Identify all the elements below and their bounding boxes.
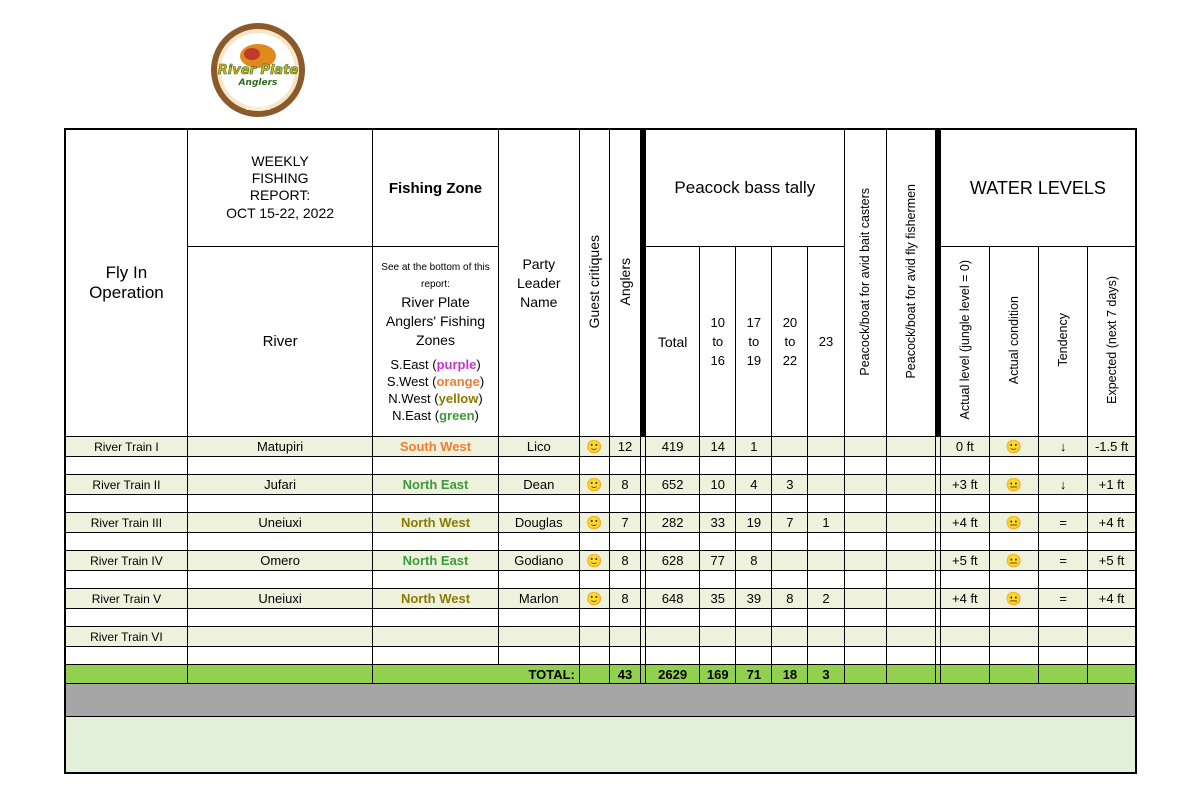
spacer-cell — [772, 533, 808, 551]
spacer-cell — [65, 571, 187, 589]
tendency-cell: = — [1039, 513, 1088, 533]
river-cell: Omero — [187, 551, 373, 571]
spacer-cell — [844, 609, 886, 627]
total-cell — [989, 665, 1038, 684]
spacer-cell — [940, 647, 989, 665]
spacer-cell — [1039, 495, 1088, 513]
table-row — [65, 513, 1136, 533]
spacer-cell — [187, 609, 373, 627]
table-row — [65, 551, 1136, 571]
spacer-cell — [700, 457, 736, 475]
tally-r3-cell — [772, 437, 808, 457]
spacer-cell — [65, 609, 187, 627]
tally-r4-cell — [808, 627, 844, 647]
spacer-cell — [808, 495, 844, 513]
spacer-cell — [736, 609, 772, 627]
zone-cell: South West — [373, 437, 498, 457]
fly-in-operation-cell: River Train I — [65, 437, 187, 457]
report-title-cell: WEEKLY FISHING REPORT: OCT 15-22, 2022 — [187, 129, 373, 247]
spacer-cell — [1039, 457, 1088, 475]
fly-in-operation-header: Fly In Operation — [65, 129, 187, 437]
critique-cell: 🙂 — [579, 437, 609, 457]
total-anglers: 43 — [609, 665, 640, 684]
grey-bar — [65, 684, 1136, 717]
party-leader-cell: Godiano — [498, 551, 579, 571]
spacer-cell — [1039, 533, 1088, 551]
spacer-cell — [373, 609, 498, 627]
spacer-cell — [844, 495, 886, 513]
condition-cell: 😐 — [989, 475, 1038, 495]
total-cell — [886, 665, 935, 684]
spacer-cell — [579, 495, 609, 513]
tally-r3-cell — [772, 551, 808, 571]
spacer-cell — [1088, 495, 1136, 513]
tally-total-cell — [646, 627, 700, 647]
water-levels-header: WATER LEVELS — [940, 129, 1136, 247]
tally-r1-cell: 77 — [700, 551, 736, 571]
bait-cell — [844, 437, 886, 457]
spacer-cell — [886, 533, 935, 551]
spacer-cell — [700, 533, 736, 551]
spacer-row — [65, 495, 1136, 513]
tally-total-cell: 419 — [646, 437, 700, 457]
spacer-cell — [989, 495, 1038, 513]
fly-cell — [886, 551, 935, 571]
party-leader-header: Party Leader Name — [498, 129, 579, 437]
total-cell — [1039, 665, 1088, 684]
spacer-cell — [736, 533, 772, 551]
tally-r3-cell: 3 — [772, 475, 808, 495]
weekly-fishing-report-table — [64, 128, 1137, 774]
anglers-cell: 8 — [609, 475, 640, 495]
spacer-cell — [940, 457, 989, 475]
tally-r3-cell: 8 — [772, 589, 808, 609]
tally-r1-cell: 35 — [700, 589, 736, 609]
fly-in-operation-cell: River Train III — [65, 513, 187, 533]
tally-r4-cell — [808, 475, 844, 495]
svg-text:Since 1992: Since 1992 — [245, 107, 271, 112]
river-plate-anglers-logo — [210, 22, 306, 118]
spacer-cell — [772, 647, 808, 665]
actual-level-cell: +4 ft — [940, 589, 989, 609]
fly-in-operation-cell: River Train VI — [65, 627, 187, 647]
spacer-cell — [989, 457, 1038, 475]
spacer-cell — [1088, 647, 1136, 665]
bait-cell — [844, 513, 886, 533]
expected-cell: +5 ft — [1088, 551, 1136, 571]
total-r2: 71 — [736, 665, 772, 684]
table-row — [65, 589, 1136, 609]
spacer-cell — [187, 571, 373, 589]
total-cell — [940, 665, 989, 684]
spacer-cell — [808, 571, 844, 589]
spacer-cell — [609, 609, 640, 627]
spacer-cell — [1088, 609, 1136, 627]
spacer-cell — [989, 647, 1038, 665]
tendency-header: Tendency — [1039, 247, 1088, 437]
spacer-cell — [579, 647, 609, 665]
spacer-cell — [579, 533, 609, 551]
spacer-cell — [700, 647, 736, 665]
spacer-cell — [65, 647, 187, 665]
tally-range-10-16: 10 to 16 — [700, 247, 736, 437]
bait-cell — [844, 589, 886, 609]
spacer-cell — [844, 457, 886, 475]
spacer-cell — [373, 647, 498, 665]
tally-range-17-19: 17 to 19 — [736, 247, 772, 437]
spacer-cell — [498, 533, 579, 551]
condition-cell — [989, 627, 1038, 647]
spacer-cell — [940, 609, 989, 627]
grey-bar-cell — [65, 684, 1136, 717]
expected-cell: +1 ft — [1088, 475, 1136, 495]
tally-total-cell: 652 — [646, 475, 700, 495]
tally-r1-cell: 33 — [700, 513, 736, 533]
total-label: TOTAL: — [373, 665, 580, 684]
spacer-cell — [1039, 571, 1088, 589]
tally-r4-cell — [808, 437, 844, 457]
total-cell — [187, 665, 373, 684]
svg-text:River Plate: River Plate — [217, 63, 299, 78]
zone-cell: North East — [373, 551, 498, 571]
actual-level-cell: +3 ft — [940, 475, 989, 495]
spacer-cell — [736, 457, 772, 475]
spacer-cell — [940, 533, 989, 551]
tally-r1-cell — [700, 627, 736, 647]
tally-range-20-22: 20 to 22 — [772, 247, 808, 437]
spacer-row — [65, 571, 1136, 589]
spacer-cell — [808, 533, 844, 551]
spacer-cell — [373, 457, 498, 475]
tally-r2-cell: 4 — [736, 475, 772, 495]
party-leader-cell: Dean — [498, 475, 579, 495]
condition-cell: 😐 — [989, 551, 1038, 571]
fishing-zone-header: Fishing Zone — [373, 129, 498, 247]
tendency-cell: = — [1039, 551, 1088, 571]
anglers-header: Anglers — [609, 129, 640, 437]
fly-in-operation-cell: River Train V — [65, 589, 187, 609]
tally-r2-cell: 8 — [736, 551, 772, 571]
peacock-bass-tally-header: Peacock bass tally — [646, 129, 845, 247]
spacer-cell — [1088, 533, 1136, 551]
spacer-cell — [646, 457, 700, 475]
zone-cell: North East — [373, 475, 498, 495]
spacer-cell — [844, 533, 886, 551]
fly-in-operation-cell: River Train II — [65, 475, 187, 495]
table-row — [65, 475, 1136, 495]
spacer-cell — [844, 647, 886, 665]
river-cell — [187, 627, 373, 647]
anglers-cell: 8 — [609, 589, 640, 609]
fly-cell — [886, 475, 935, 495]
spacer-cell — [579, 571, 609, 589]
spacer-cell — [609, 571, 640, 589]
spacer-cell — [808, 609, 844, 627]
fly-in-operation-cell: River Train IV — [65, 551, 187, 571]
critique-cell: 🙂 — [579, 589, 609, 609]
condition-cell: 😐 — [989, 589, 1038, 609]
spacer-cell — [772, 495, 808, 513]
spacer-cell — [579, 457, 609, 475]
total-r1: 169 — [700, 665, 736, 684]
total-tally: 2629 — [646, 665, 700, 684]
spacer-cell — [373, 495, 498, 513]
total-r3: 18 — [772, 665, 808, 684]
tally-range-23: 23 — [808, 247, 844, 437]
bait-casters-header: Peacock/boat for avid bait casters — [844, 129, 886, 437]
spacer-cell — [1088, 457, 1136, 475]
spacer-cell — [187, 495, 373, 513]
expected-cell — [1088, 627, 1136, 647]
footer-area — [65, 717, 1136, 774]
spacer-cell — [646, 533, 700, 551]
table-row — [65, 437, 1136, 457]
fly-cell — [886, 437, 935, 457]
spacer-cell — [498, 457, 579, 475]
critique-cell: 🙂 — [579, 551, 609, 571]
tally-total-cell: 628 — [646, 551, 700, 571]
spacer-cell — [736, 495, 772, 513]
guest-critiques-header: Guest critiques — [579, 129, 609, 437]
tally-r3-cell — [772, 627, 808, 647]
spacer-row — [65, 647, 1136, 665]
zone-cell: North West — [373, 513, 498, 533]
spacer-cell — [989, 609, 1038, 627]
spacer-cell — [498, 647, 579, 665]
total-r4: 3 — [808, 665, 844, 684]
tally-r2-cell — [736, 627, 772, 647]
total-cell — [65, 665, 187, 684]
actual-level-cell: +5 ft — [940, 551, 989, 571]
spacer-cell — [886, 609, 935, 627]
spacer-cell — [609, 647, 640, 665]
actual-level-cell: +4 ft — [940, 513, 989, 533]
spacer-cell — [65, 533, 187, 551]
bait-cell — [844, 475, 886, 495]
spacer-cell — [886, 457, 935, 475]
spacer-cell — [187, 647, 373, 665]
spacer-cell — [373, 571, 498, 589]
spacer-cell — [373, 533, 498, 551]
river-header: River — [187, 247, 373, 437]
spacer-cell — [736, 647, 772, 665]
spacer-cell — [646, 495, 700, 513]
spacer-cell — [886, 495, 935, 513]
spacer-cell — [65, 457, 187, 475]
spacer-cell — [609, 457, 640, 475]
spacer-cell — [1088, 571, 1136, 589]
tally-total-cell: 282 — [646, 513, 700, 533]
total-cell — [1088, 665, 1136, 684]
table-row — [65, 627, 1136, 647]
tally-r3-cell: 7 — [772, 513, 808, 533]
spacer-cell — [498, 609, 579, 627]
spacer-cell — [989, 571, 1038, 589]
tally-r1-cell: 10 — [700, 475, 736, 495]
spacer-cell — [65, 495, 187, 513]
actual-level-header: Actual level (jungle level = 0) — [940, 247, 989, 437]
spacer-cell — [886, 647, 935, 665]
condition-cell: 😐 — [989, 513, 1038, 533]
fly-cell — [886, 513, 935, 533]
tendency-cell: ↓ — [1039, 475, 1088, 495]
total-cell — [579, 665, 609, 684]
spacer-cell — [498, 571, 579, 589]
spacer-cell — [609, 495, 640, 513]
zone-cell: North West — [373, 589, 498, 609]
tendency-cell: = — [1039, 589, 1088, 609]
party-leader-cell: Marlon — [498, 589, 579, 609]
river-cell: Matupiri — [187, 437, 373, 457]
spacer-row — [65, 533, 1136, 551]
spacer-cell — [772, 609, 808, 627]
spacer-cell — [1039, 609, 1088, 627]
bait-cell — [844, 627, 886, 647]
actual-condition-header: Actual condition — [989, 247, 1038, 437]
party-leader-cell: Lico — [498, 437, 579, 457]
tally-r2-cell: 19 — [736, 513, 772, 533]
condition-cell: 🙂 — [989, 437, 1038, 457]
anglers-cell: 8 — [609, 551, 640, 571]
tally-r4-cell: 1 — [808, 513, 844, 533]
spacer-cell — [1039, 647, 1088, 665]
spacer-cell — [772, 571, 808, 589]
spacer-cell — [609, 533, 640, 551]
spacer-cell — [808, 647, 844, 665]
spacer-cell — [940, 495, 989, 513]
spacer-cell — [736, 571, 772, 589]
fishing-zones-legend: See at the bottom of this report: River Plate Anglers' Fishing Zones S.East (purple) S.West (orange) N.West (yellow) N.East (green) — [373, 247, 498, 437]
tally-r4-cell — [808, 551, 844, 571]
total-row — [65, 665, 1136, 684]
spacer-cell — [700, 609, 736, 627]
spacer-cell — [940, 571, 989, 589]
tally-total-cell: 648 — [646, 589, 700, 609]
total-cell — [844, 665, 886, 684]
spacer-cell — [646, 571, 700, 589]
critique-cell: 🙂 — [579, 475, 609, 495]
tally-r2-cell: 1 — [736, 437, 772, 457]
anglers-cell — [609, 627, 640, 647]
spacer-cell — [886, 571, 935, 589]
fly-fishermen-header: Peacock/boat for avid fly fishermen — [886, 129, 935, 437]
tally-total-header: Total — [646, 247, 700, 437]
footer-cell — [65, 717, 1136, 774]
spacer-row — [65, 457, 1136, 475]
party-leader-cell — [498, 627, 579, 647]
critique-cell: 🙂 — [579, 513, 609, 533]
spacer-cell — [700, 571, 736, 589]
anglers-cell: 7 — [609, 513, 640, 533]
expected-cell: -1.5 ft — [1088, 437, 1136, 457]
spacer-cell — [772, 457, 808, 475]
spacer-cell — [187, 457, 373, 475]
tendency-cell — [1039, 627, 1088, 647]
expected-header: Expected (next 7 days) — [1088, 247, 1136, 437]
fly-cell — [886, 627, 935, 647]
spacer-cell — [700, 495, 736, 513]
river-cell: Uneiuxi — [187, 513, 373, 533]
spacer-cell — [844, 571, 886, 589]
fly-cell — [886, 589, 935, 609]
zone-cell — [373, 627, 498, 647]
spacer-cell — [808, 457, 844, 475]
tendency-cell: ↓ — [1039, 437, 1088, 457]
spacer-row — [65, 609, 1136, 627]
spacer-cell — [187, 533, 373, 551]
expected-cell: +4 ft — [1088, 513, 1136, 533]
spacer-cell — [646, 609, 700, 627]
tally-r1-cell: 14 — [700, 437, 736, 457]
spacer-cell — [498, 495, 579, 513]
critique-cell — [579, 627, 609, 647]
spacer-cell — [579, 609, 609, 627]
spacer-cell — [646, 647, 700, 665]
actual-level-cell — [940, 627, 989, 647]
river-cell: Jufari — [187, 475, 373, 495]
bait-cell — [844, 551, 886, 571]
expected-cell: +4 ft — [1088, 589, 1136, 609]
actual-level-cell: 0 ft — [940, 437, 989, 457]
river-cell: Uneiuxi — [187, 589, 373, 609]
anglers-cell: 12 — [609, 437, 640, 457]
spacer-cell — [989, 533, 1038, 551]
party-leader-cell: Douglas — [498, 513, 579, 533]
tally-r2-cell: 39 — [736, 589, 772, 609]
tally-r4-cell: 2 — [808, 589, 844, 609]
svg-text:Anglers: Anglers — [238, 78, 278, 88]
